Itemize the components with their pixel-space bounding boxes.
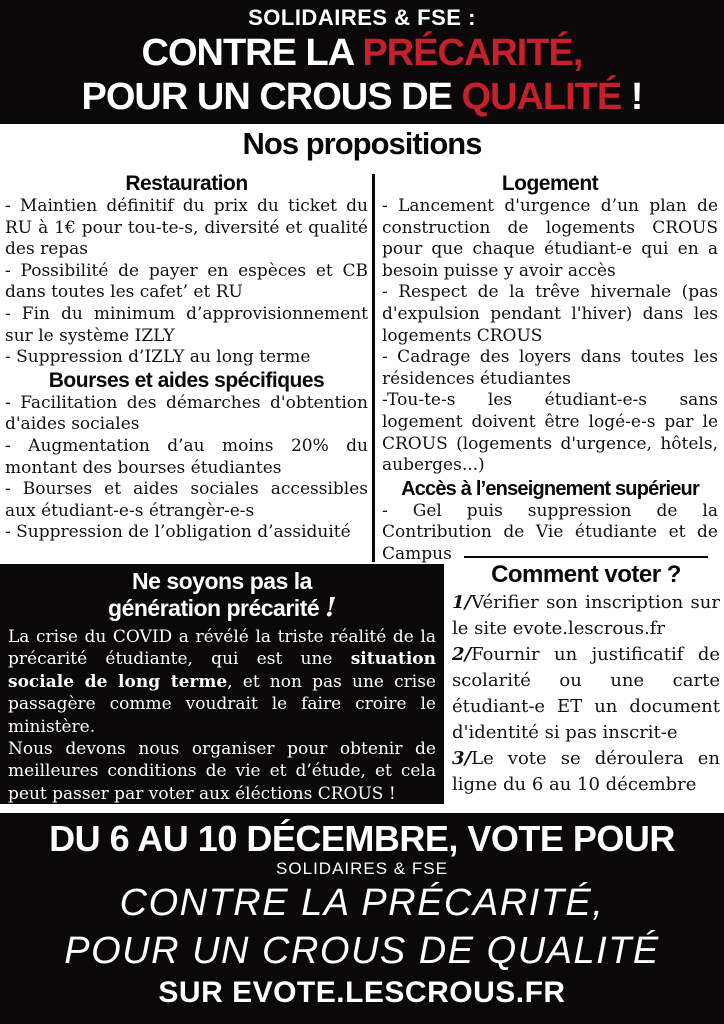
- list-item: - Facilitation des démarches d'obtention d'aides sociales: [5, 392, 368, 435]
- top-banner: [0, 0, 724, 124]
- vote-site-line: SUR EVOTE.LESCROUS.FR: [158, 976, 566, 1009]
- step-text: Le vote se déroulera en ligne du 6 au 10 décembre: [452, 748, 720, 795]
- list-item: - Bourses et aides sociales accessibles aux étudiant-e-s étrangèr-e-s: [5, 479, 368, 521]
- list-item: - Lancement d'urgence d’un plan de construction de logements CROUS pour que chaque étudiant-e qui en a besoin puisse y avoir accès: [382, 196, 718, 281]
- precarite-para1-start: La crise du COVID a révélé la triste réalité de la précarité étudiante, qui est une: [8, 627, 436, 670]
- precarite-heading: [8, 568, 436, 622]
- propositions-right-column: [382, 172, 718, 566]
- section-heading-logement: Logement: [501, 172, 599, 195]
- list-item: - Respect de la trêve hivernale (pas d'expulsion pendant l'hiver) dans les logements CROUS: [382, 282, 718, 346]
- vote-step: [452, 590, 720, 642]
- precarite-para2: Nous devons nous organiser pour obtenir de meilleures conditions de vie et d’étude, et cela peut passer par voter aux éléctions CROUS !: [8, 739, 436, 804]
- logement-items: [382, 196, 718, 477]
- precarite-paragraphs: [8, 626, 436, 805]
- precarite-heading-line2: [8, 595, 436, 622]
- list-item: - Suppression d’IZLY au long terme: [5, 347, 311, 368]
- precarite-heading-line1: Ne soyons pas la: [132, 568, 312, 594]
- precarite-heading-line2-text: génération précarité: [108, 595, 326, 621]
- how-to-vote-section: [452, 556, 720, 798]
- section-divider: [464, 556, 708, 558]
- list-item: - Fin du minimum d’approvisionnement sur le système IZLY: [5, 303, 368, 346]
- vote-call-line: DU 6 AU 10 DÉCEMBRE, VOTE POUR: [49, 818, 675, 859]
- banner-title-line1-white: CONTRE LA: [141, 32, 363, 74]
- banner-title-line1-red: PRÉCARITÉ,: [362, 32, 583, 74]
- union-names: SOLIDAIRES & FSE: [276, 859, 448, 878]
- vote-step: [452, 642, 720, 746]
- section-heading-acces: Accès à l’enseignement supérieur: [401, 477, 699, 500]
- vote-step: [452, 746, 720, 798]
- step-number: 2/: [452, 644, 472, 665]
- how-to-vote-heading: Comment voter ?: [491, 561, 681, 588]
- list-item: - Suppression de l’obligation d’assiduité: [5, 522, 351, 543]
- list-item: - Cadrage des loyers dans toutes les résidences étudiantes: [382, 347, 718, 389]
- step-text: Fournir un justificatif de scolarité ou une carte étudiant-e ET un document d'identité si pas inscrit-e: [452, 644, 720, 743]
- list-item: -Tou-te-s les étudiant-e-s sans logement doivent être logé-e-s par le CROUS (logements d'urgence, hôtels, auberges...): [382, 390, 718, 476]
- banner-title-line2: [0, 75, 724, 119]
- banner-title-line2-white: POUR UN CROUS DE: [81, 76, 462, 118]
- banner-title-line2-end: !: [621, 76, 643, 118]
- banner-title-line2-red: QUALITÉ: [461, 76, 622, 118]
- step-number: 1/: [452, 592, 472, 613]
- list-item: - Augmentation d’au moins 20% du montant des bourses étudiantes: [5, 435, 368, 478]
- restauration-items: [5, 196, 368, 369]
- section-heading-bourses: Bourses et aides spécifiques: [48, 368, 325, 392]
- exclamation-mark: !: [325, 593, 336, 623]
- list-item: - Possibilité de payer en espèces et CB dans toutes les cafet’ et RU: [5, 260, 368, 303]
- propositions-left-column: [5, 172, 368, 544]
- section-heading-restauration: Restauration: [125, 172, 248, 195]
- list-item: - Gel puis suppression de la Contribution de Vie étudiante et de Campus: [382, 500, 718, 564]
- how-to-vote-steps: [452, 590, 720, 798]
- banner-subtitle: SOLIDAIRES & FSE :: [248, 5, 476, 30]
- precarite-callout-box: [0, 564, 444, 804]
- column-divider: [372, 174, 375, 562]
- bourses-items: [5, 393, 368, 544]
- propositions-title: Nos propositions: [242, 126, 482, 161]
- list-item: - Maintien définitif du prix du ticket du RU à 1€ pour tou-te-s, diversité et qualité des repas: [5, 196, 368, 260]
- precarite-para1-end: , et non pas une crise passagère comme voudrait le faire croire le ministère.: [8, 671, 436, 737]
- bottom-banner: [0, 813, 724, 1024]
- precarite-para1-bold: situation sociale de long terme: [8, 649, 436, 692]
- slogan-line2: POUR UN CROUS DE QUALITÉ: [64, 930, 660, 972]
- banner-title-line1: [0, 31, 724, 75]
- slogan-line1: CONTRE LA PRÉCARITÉ,: [119, 882, 605, 924]
- step-text: Vérifier son inscription sur le site evote.lescrous.fr: [452, 592, 720, 639]
- step-number: 3/: [452, 748, 472, 769]
